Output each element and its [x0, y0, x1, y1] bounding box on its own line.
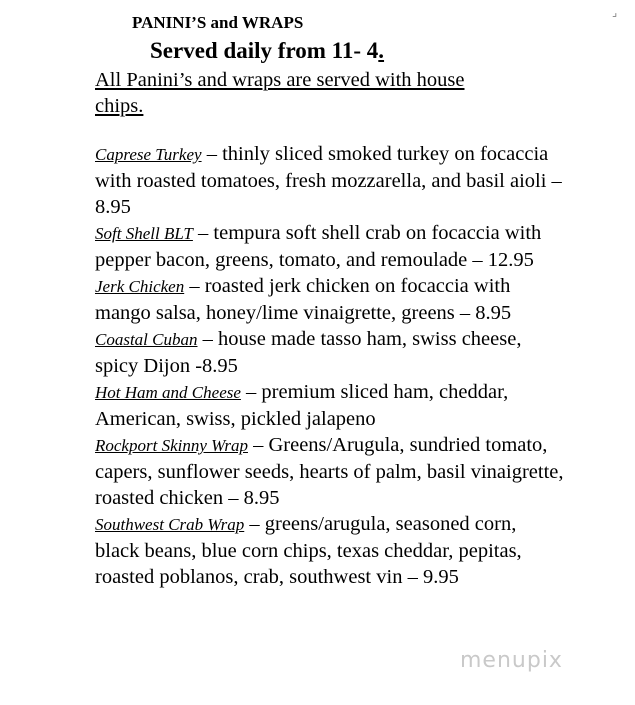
serving-hours	[150, 38, 384, 64]
menu-item-name: Coastal Cuban	[95, 330, 198, 349]
menu-item-description: – house made tasso ham, swiss cheese, spicy Dijon -8.95	[95, 328, 522, 377]
menu-item	[95, 432, 565, 511]
menu-item-name: Caprese Turkey	[95, 145, 202, 164]
intro-note: All Panini’s and wraps are served with house chips.	[95, 69, 465, 117]
watermark-logo: menupix	[460, 648, 563, 673]
menu-item-description: – thinly sliced smoked turkey on focaccia with roasted tomatoes, fresh mozzarella, and basil aioli – 8.95	[95, 143, 562, 218]
menu-item-name: Southwest Crab Wrap	[95, 515, 245, 534]
menu-item	[95, 326, 565, 379]
menu-item-name: Soft Shell BLT	[95, 224, 193, 243]
serving-hours-text: Served daily from 11- 4	[150, 38, 379, 63]
menu-list	[95, 141, 565, 590]
menu-item-name: Hot Ham and Cheese	[95, 383, 241, 402]
menu-item-description: – premium sliced ham, cheddar, American, swiss, pickled jalapeno	[95, 381, 509, 430]
menu-item	[95, 379, 565, 432]
menu-item-name: Jerk Chicken	[95, 277, 185, 296]
section-title: PANINI’S and WRAPS	[132, 13, 304, 32]
menu-item-description: – greens/arugula, seasoned corn, black beans, blue corn chips, texas cheddar, pepitas, roasted poblanos, crab, southwest vin – 9.95	[95, 513, 522, 588]
menu-item	[95, 273, 565, 326]
menu-item-description: – tempura soft shell crab on focaccia with pepper bacon, greens, tomato, and remoulade – 12.95	[95, 222, 542, 271]
menu-item-description: – Greens/Arugula, sundried tomato, capers, sunflower seeds, hearts of palm, basil vinaigrette, roasted chicken – 8.95	[95, 434, 564, 509]
menu-item	[95, 141, 565, 220]
menu-item-description: – roasted jerk chicken on focaccia with mango salsa, honey/lime vinaigrette, greens – 8.95	[95, 275, 512, 324]
serving-hours-period: .	[378, 38, 385, 63]
corner-mark-icon: ⌟	[612, 6, 618, 19]
menu-item	[95, 220, 565, 273]
menu-item-name: Rockport Skinny Wrap	[95, 436, 248, 455]
menu-item	[95, 511, 565, 590]
